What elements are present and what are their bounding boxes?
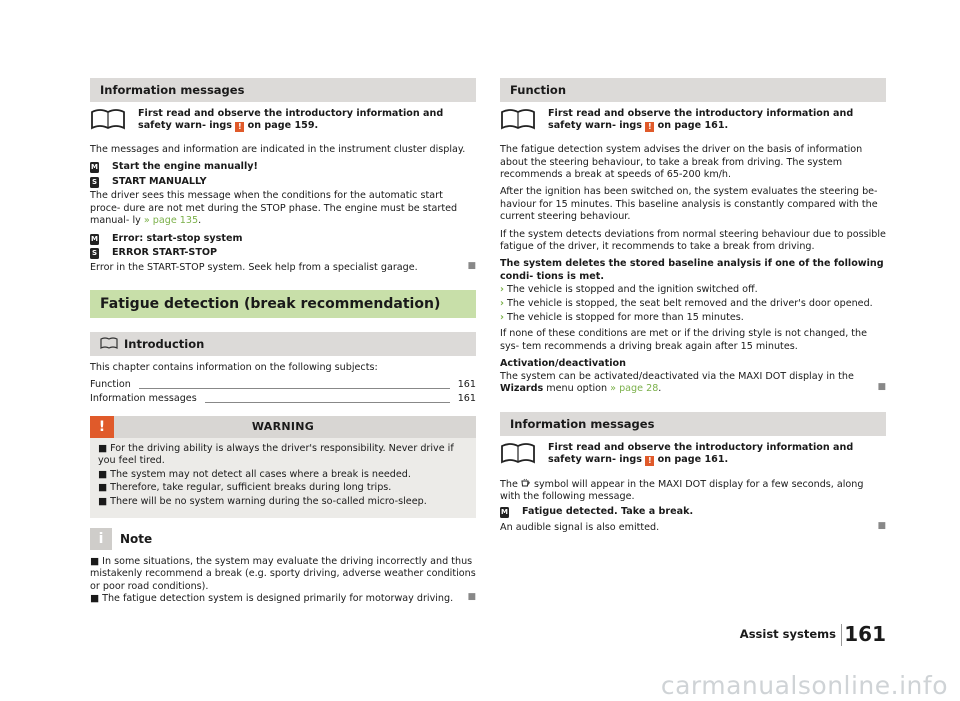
activation-text: The system can be activated/deactivated via the MAXI DOT display in the Wizards menu option » page 28. ■ (500, 370, 886, 395)
function-p1: The fatigue detection system advises the driver on the basis of information about the steering behaviour, to take a break from driving. The system recommends a break at speeds of 65-200 km/h. (500, 144, 863, 181)
section-end-icon: ■ (877, 521, 886, 532)
condition-item: › The vehicle is stopped and the ignition switched off. (500, 284, 758, 296)
toc-item-function[interactable]: Function 161 (90, 379, 476, 391)
audible-text: An audible signal is also emitted. ■ (500, 521, 886, 534)
note-item: ■ In some situations, the system may evaluate the driving incorrectly and thus mistakenly recommend a break (e.g. sporty driving, adverse weather conditions or poor road conditions). (90, 555, 476, 592)
error-description: Error in the START-STOP system. Seek help from a specialist garage. ■ (90, 260, 476, 273)
condition-item: › The vehicle is stopped for more than 15 minutes. (500, 311, 744, 323)
page-footer (500, 624, 886, 646)
function-p3: If the system detects deviations from normal steering behaviour due to possible fatigue of the driver, it recommends to take a break from driving. (500, 228, 886, 253)
m-display-icon: M (91, 234, 98, 243)
m-display-icon: M (91, 163, 98, 172)
activation-title: Activation/deactivation (500, 357, 626, 369)
start-manually-description: The driver sees this message when the conditions for the automatic start proce- dure are not met during the STOP phase. The engine must be started manual- ly » page 135. (90, 190, 458, 227)
chapter-info: This chapter contains information on the following subjects: (90, 362, 378, 374)
chapter-name: Assist systems (739, 627, 836, 641)
message-error-start-stop-short: S ERROR START-STOP (91, 247, 218, 259)
read-first-note: First read and observe the introductory information and safety warn- ings ! on page 159. (90, 108, 476, 136)
info-messages-heading: Information messages (500, 412, 886, 436)
manual-book-icon (90, 106, 126, 132)
function-p5: If none of these conditions are met or if the driving style is not changed, the sys- tem recommends a driving break again after 15 minutes. (500, 328, 868, 352)
warning-icon: ! (645, 122, 654, 132)
note-item: ■ The fatigue detection system is designed primarily for motorway driving. (90, 593, 454, 605)
warning-box (90, 416, 476, 518)
read-first-note: First read and observe the introductory information and safety warn- ings ! on page 161. (500, 108, 886, 136)
condition-item: › The vehicle is stopped, the seat belt removed and the driver's door opened. (500, 298, 873, 310)
page-number: 161 (844, 622, 886, 646)
s-display-icon: S (91, 177, 98, 186)
message-start-manually-short: S START MANUALLY (91, 175, 207, 187)
warning-icon: ! (645, 456, 654, 466)
note-heading: i Note (90, 528, 476, 550)
warning-item: ■ There will be no system warning during the so-called micro-sleep. (98, 496, 427, 507)
warning-icon: ! (90, 416, 114, 438)
info-icon: i (90, 528, 112, 550)
arrow-icon: › (500, 298, 504, 310)
message-start-manually: M Start the engine manually! (91, 161, 258, 173)
warning-item: ■ The system may not detect all cases where a break is needed. (98, 468, 411, 480)
note-body (90, 556, 476, 606)
function-p4: The system deletes the stored baseline analysis if one of the following condi- tions is met. (500, 258, 884, 282)
s-display-icon: S (91, 249, 98, 258)
introduction-heading: Introduction (90, 332, 476, 356)
function-p2: After the ignition has been switched on, the system evaluates the steering be- haviour for 15 minutes. This baseline analysis is constantly compared with the current steering behaviour. (500, 186, 878, 223)
m-display-icon: M (501, 507, 508, 516)
message-error-start-stop: M Error: start-stop system (91, 232, 243, 244)
warning-item: ■ Therefore, take regular, sufficient breaks during long trips. (98, 482, 392, 494)
section-end-icon: ■ (467, 260, 476, 271)
toc-item-information-messages[interactable]: Information messages 161 (90, 393, 476, 405)
watermark: carmanualsonline.info (660, 671, 948, 701)
right-column (500, 78, 886, 540)
left-column (90, 78, 476, 606)
page-link-28[interactable]: » page 28 (610, 383, 659, 395)
arrow-icon: › (500, 284, 504, 296)
section-end-icon: ■ (877, 382, 886, 393)
warning-item: ■ For the driving ability is always the driver's responsibility. Never drive if you feel tired. (98, 442, 454, 467)
chapter-heading: Fatigue detection (break recommendation) (90, 290, 476, 318)
page-link-135[interactable]: » page 135 (143, 215, 199, 227)
warning-title: WARNING (251, 419, 315, 433)
manual-book-icon (500, 106, 536, 132)
intro-text: The messages and information are indicated in the instrument cluster display. (90, 144, 466, 155)
info-messages-heading: Information messages (90, 78, 476, 102)
warning-icon: ! (235, 122, 244, 132)
function-heading: Function (500, 78, 886, 102)
message-intro: The symbol will appear in the MAXI DOT display for a few seconds, along with the following message. (500, 478, 864, 503)
section-end-icon: ■ (467, 592, 476, 603)
manual-book-icon (100, 333, 118, 357)
manual-book-icon (500, 440, 536, 466)
coffee-cup-icon (521, 479, 531, 490)
message-fatigue: M Fatigue detected. Take a break. (501, 505, 694, 517)
read-first-note: First read and observe the introductory information and safety warn- ings ! on page 161. (500, 442, 886, 470)
arrow-icon: › (500, 311, 504, 323)
